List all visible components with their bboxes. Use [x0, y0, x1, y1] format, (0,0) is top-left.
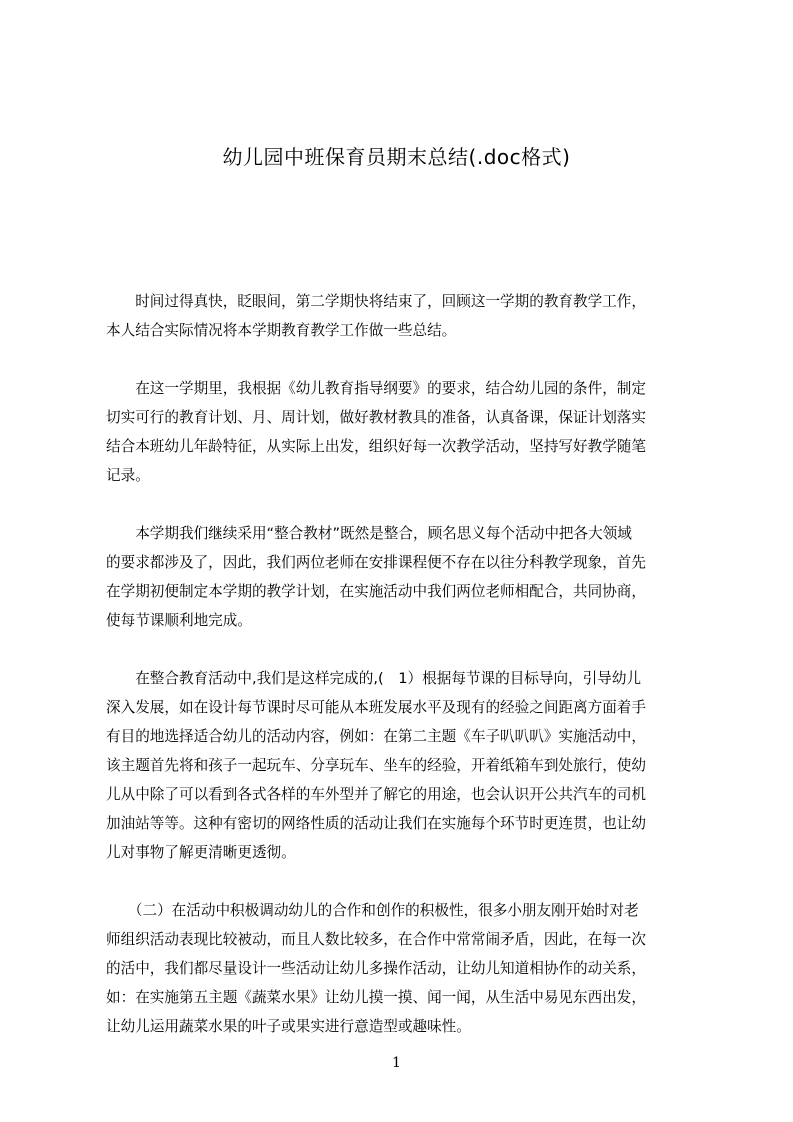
- text-line: 使每节课顺利地完成。: [106, 612, 252, 629]
- text-line: （二）在活动中积极调动幼儿的合作和创作的积极性，很多小朋友刚开始时对老: [106, 902, 639, 919]
- text-line: 师组织活动表现比较被动，而且人数比较多，在合作中常常闹矛盾，因此，在每一次: [106, 931, 646, 948]
- text-line: 加油站等等。这种有密切的网络性质的活动让我们在实施每个环节时更连贯，也让幼: [106, 815, 646, 832]
- text-line: 记录。: [106, 467, 150, 484]
- document-title: 幼儿园中班保育员期末总结(.doc格式): [222, 145, 571, 169]
- text-line: 本学期我们继续采用“整合教材”既然是整合，顾名思义每个活动中把各大领域: [106, 525, 632, 542]
- text-line: 的活中，我们都尽量设计一些活动让幼儿多操作活动，让幼儿知道相协作的动关系，: [106, 960, 646, 977]
- text-line: 儿从中除了可以看到各式各样的车外型并了解它的用途，也会认识开公共汽车的司机: [106, 786, 646, 803]
- text-line: 有目的地选择适合幼儿的活动内容，例如：在第二主题《车子叭叭叭》实施活动中，: [106, 728, 646, 745]
- text-line: 的要求都涉及了，因此，我们两位老师在安排课程便不存在以往分科教学现象，首先: [106, 554, 646, 571]
- paragraph: [106, 664, 702, 867]
- paragraph: [106, 287, 702, 345]
- document-body: [106, 287, 702, 1070]
- text-line: 本人结合实际情况将本学期教育教学工作做一些总结。: [106, 322, 457, 339]
- paragraph: [106, 519, 702, 635]
- text-line: 深入发展，如在设计每节课时尽可能从本班发展水平及现有的经验之间距离方面着手: [106, 699, 646, 716]
- page-number: 1: [392, 1055, 401, 1071]
- text-line: 儿对事物了解更清晰更透彻。: [106, 844, 296, 861]
- paragraph: [106, 374, 702, 490]
- text-line: 时间过得真快，眨眼间，第二学期快将结束了，回顾这一学期的教育教学工作，: [106, 293, 646, 310]
- text-line: 该主题首先将和孩子一起玩车、分享玩车、坐车的经验，开着纸箱车到处旅行，使幼: [106, 757, 646, 774]
- text-line: 让幼儿运用蔬菜水果的叶子或果实进行意造型或趣味性。: [106, 1018, 471, 1035]
- text-line: 结合本班幼儿年龄特征，从实际上出发，组织好每一次教学活动，坚持写好教学随笔: [106, 438, 646, 455]
- text-line: 在这一学期里，我根据《幼儿教育指导纲要》的要求，结合幼儿园的条件，制定: [106, 380, 646, 397]
- text-line: 在整合教育活动中,我们是这样完成的,( 1）根据每节课的目标导向，引导幼儿: [106, 670, 642, 687]
- text-line: 切实可行的教育计划、月、周计划，做好教材教具的准备，认真备课，保证计划落实: [106, 409, 646, 426]
- text-line: 在学期初便制定本学期的教学计划，在实施活动中我们两位老师相配合，共同协商，: [106, 583, 646, 600]
- paragraph: [106, 896, 702, 1041]
- text-line: 如：在实施第五主题《蔬菜水果》让幼儿摸一摸、闻一闻，从生活中易见东西出发，: [106, 989, 646, 1006]
